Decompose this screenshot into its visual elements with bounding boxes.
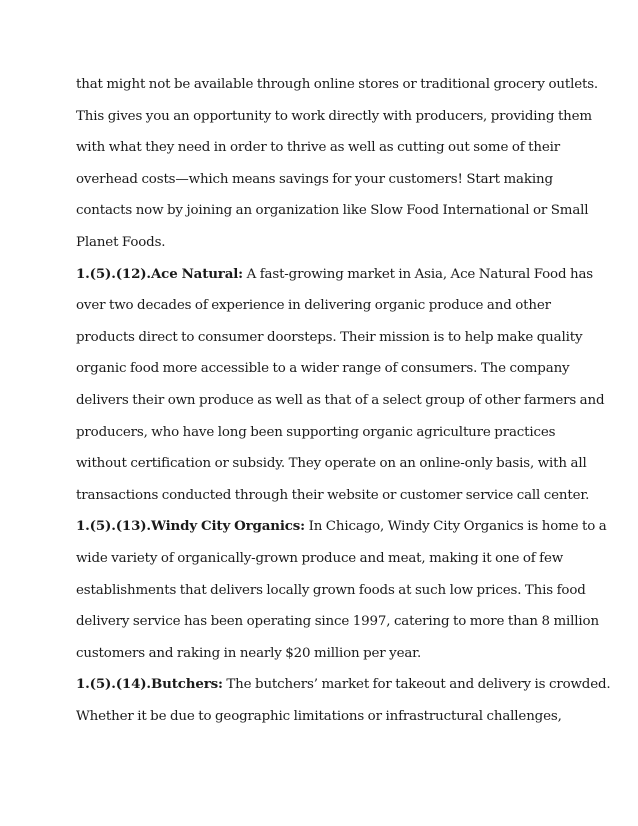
heading-line-text: In Chicago, Windy City Organics is home to a xyxy=(304,519,607,535)
paragraph-windy-city-organics xyxy=(76,511,607,669)
heading-line xyxy=(76,511,607,543)
text-line: This gives you an opportunity to work directly with producers, providing them xyxy=(76,108,592,124)
text-line: organic food more accessible to a wider range of consumers. The company xyxy=(76,361,570,377)
heading-line xyxy=(76,669,611,701)
paragraph-butchers xyxy=(76,669,611,732)
text-line: delivery service has been operating since 1997, catering to more than 8 million xyxy=(76,614,599,630)
text-line: delivers their own produce as well as that of a select group of other farmers and xyxy=(76,392,605,408)
paragraph-ace-natural xyxy=(76,259,605,512)
section-heading: 1.(5).(13).Windy City Organics: xyxy=(76,518,305,535)
section-heading: 1.(5).(14).Butchers: xyxy=(76,676,223,693)
text-line: establishments that delivers locally grown foods at such low prices. This food xyxy=(76,582,586,598)
text-line: wide variety of organically-grown produce and meat, making it one of few xyxy=(76,550,564,566)
text-line: overhead costs—which means savings for your customers! Start making xyxy=(76,171,553,187)
text-line: Planet Foods. xyxy=(76,234,166,250)
text-line: transactions conducted through their website or customer service call center. xyxy=(76,487,590,503)
text-line: products direct to consumer doorsteps. Their mission is to help make quality xyxy=(76,329,583,345)
text-line: Whether it be due to geographic limitations or infrastructural challenges, xyxy=(76,708,562,724)
heading-line-text: The butchers’ market for takeout and delivery is crowded. xyxy=(222,677,611,693)
heading-line-text: A fast-growing market in Asia, Ace Natural Food has xyxy=(242,266,594,282)
heading-line xyxy=(76,259,594,291)
text-line: customers and raking in nearly $20 million per year. xyxy=(76,645,422,661)
text-line: over two decades of experience in delivering organic produce and other xyxy=(76,298,551,314)
paragraph-intro xyxy=(76,69,599,259)
text-line: that might not be available through online stores or traditional grocery outlets. xyxy=(76,77,599,92)
text-line: without certification or subsidy. They operate on an online-only basis, with all xyxy=(76,456,587,472)
text-line: producers, who have long been supporting organic agriculture practices xyxy=(76,424,556,440)
text-line: with what they need in order to thrive as well as cutting out some of their xyxy=(76,140,561,156)
document-body xyxy=(76,69,611,732)
text-line: contacts now by joining an organization like Slow Food International or Small xyxy=(76,203,589,219)
section-heading: 1.(5).(12).Ace Natural: xyxy=(76,265,243,282)
